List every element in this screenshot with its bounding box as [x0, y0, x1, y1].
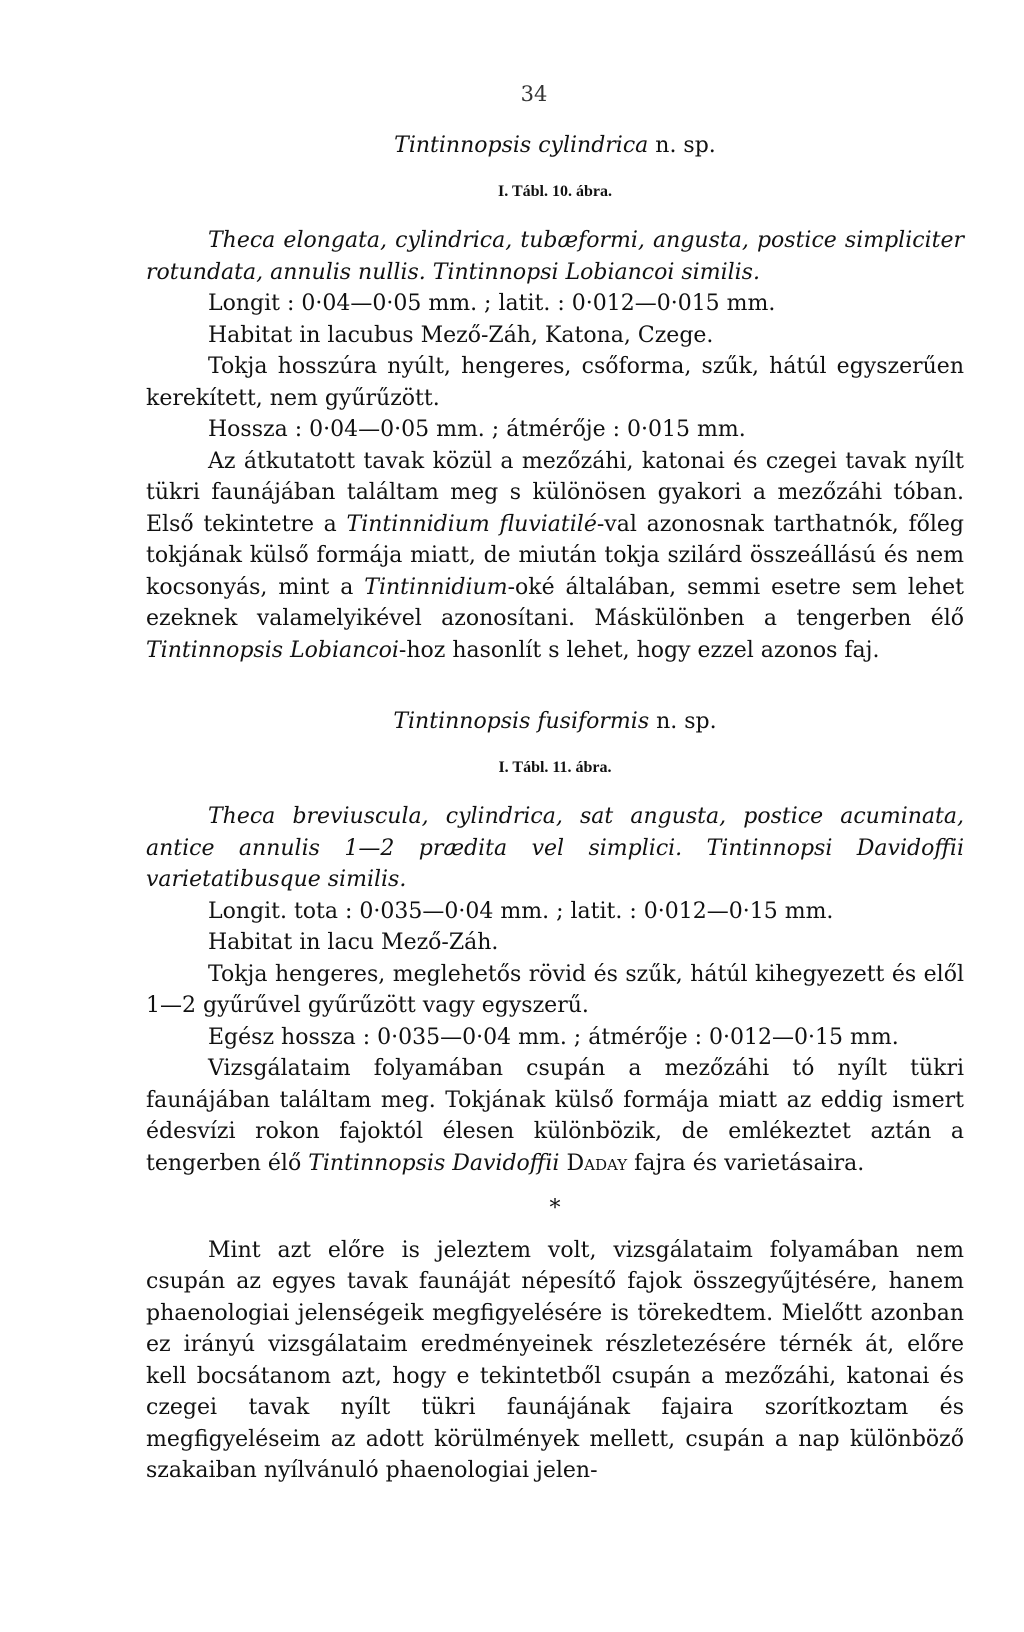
taxon-name: Tintinnopsis Davidoffii [308, 1150, 560, 1176]
latin-diagnosis: Theca breviuscula, cylindrica, sat angusta, postice acuminata, antice annulis 1—2 prædita vel simplici. Tintinnopsi Davidoffii varietatibusque similis. [146, 804, 964, 892]
discussion-paragraph [146, 1053, 964, 1179]
author-name: Daday [566, 1150, 628, 1176]
taxon-name: Tintinnidium [364, 574, 508, 600]
section-gap [146, 666, 964, 706]
taxon-name: Tintinnopsis Lobiancoi [146, 637, 399, 663]
closing-paragraph: Mint azt előre is jeleztem volt, vizsgálataim folyamában nem csupán az egyes tavak faunáját népesítő fajok összegyűjtésére, hanem phaenologiai jelenségeik megfigyelésére is törekedtem. Mielőtt azonban ez irányú vizsgálataim eredményeinek részletezésére térnék át, előre kell bocsátanom azt, hogy e tekintetből csupán a mezőzáhi, katonai és czegei tavak nyílt tükri faunájának fajaira szorítkoztam és megfigyeléseim az adott körülmények mellett, csupán a nap különböző szakaiban nyílvánuló phaenologiai jelen- [146, 1237, 964, 1483]
text-run: fajra és varietásaira. [627, 1150, 865, 1176]
taxon-name: Tintinnidium fluviatilé [346, 511, 597, 537]
discussion-paragraph [146, 446, 964, 667]
section-separator: * [549, 1196, 561, 1221]
description: Tokja hengeres, meglehetős rövid és szűk, hátúl kihegyezett és elől 1—2 gyűrűvel gyűrűzött vagy egyszerű. [146, 961, 964, 1018]
latin-diagnosis: Theca elongata, cylindrica, tubæformi, angusta, postice simpliciter rotundata, annulis nullis. Tintinnopsi Lobiancoi similis. [146, 228, 964, 285]
species-title [146, 706, 964, 738]
size-line: Hossza : 0·04—0·05 mm. ; átmérője : 0·015 mm. [208, 417, 746, 442]
species-title [146, 130, 964, 162]
text-run: -oké általában, semmi esetre sem lehet ezeknek valamelyikével azonosítani. Máskülönben a tengerben élő [146, 574, 964, 631]
text-run: -hoz hasonlít s lehet, hogy ezzel azonos faj. [398, 637, 880, 663]
figure-reference: I. Tábl. 10. ábra. [498, 182, 612, 200]
page-body [146, 130, 964, 1487]
species-suffix: n. sp. [656, 709, 717, 734]
measurement-latin: Longit : 0·04—0·05 mm. ; latit. : 0·012—0·015 mm. [208, 291, 776, 316]
species-name: Tintinnopsis fusiformis [393, 709, 650, 734]
species-name: Tintinnopsis cylindrica [394, 133, 649, 158]
habitat-line: Habitat in lacubus Mező-Záh, Katona, Czege. [208, 322, 714, 348]
species-suffix: n. sp. [655, 133, 716, 158]
text-run: Vizsgálataim folyamában csupán a mezőzáhi tó nyílt tükri faunájában találtam meg. Tokjának külső formája miatt az eddig ismert édesvízi rokon fajoktól élesen különbözik, de emlékeztet aztán a tengerben élő [146, 1056, 964, 1176]
text-run: -val azonosnak tarthatnók, főleg tokjának külső formája miatt, de miután tokja szilárd összeállású és nem kocsonyás, mint a [146, 511, 964, 600]
size-line: Egész hossza : 0·035—0·04 mm. ; átmérője : 0·012—0·15 mm. [208, 1024, 899, 1050]
description: Tokja hosszúra nyúlt, hengeres, csőforma, szűk, hátúl egyszerűen kerekített, nem gyűrűzött. [146, 354, 964, 411]
figure-reference: I. Tábl. 11. ábra. [498, 758, 612, 776]
measurement-latin: Longit. tota : 0·035—0·04 mm. ; latit. : 0·012—0·15 mm. [208, 898, 834, 924]
text-run: Az átkutatott tavak közül a mezőzáhi, katonai és czegei tavak nyílt tükri faunájában találtam meg s különösen gyakori a mezőzáhi tóban. Első tekintetre a [146, 448, 964, 537]
habitat-line: Habitat in lacu Mező-Záh. [208, 930, 499, 955]
page-number: 34 [520, 82, 548, 106]
